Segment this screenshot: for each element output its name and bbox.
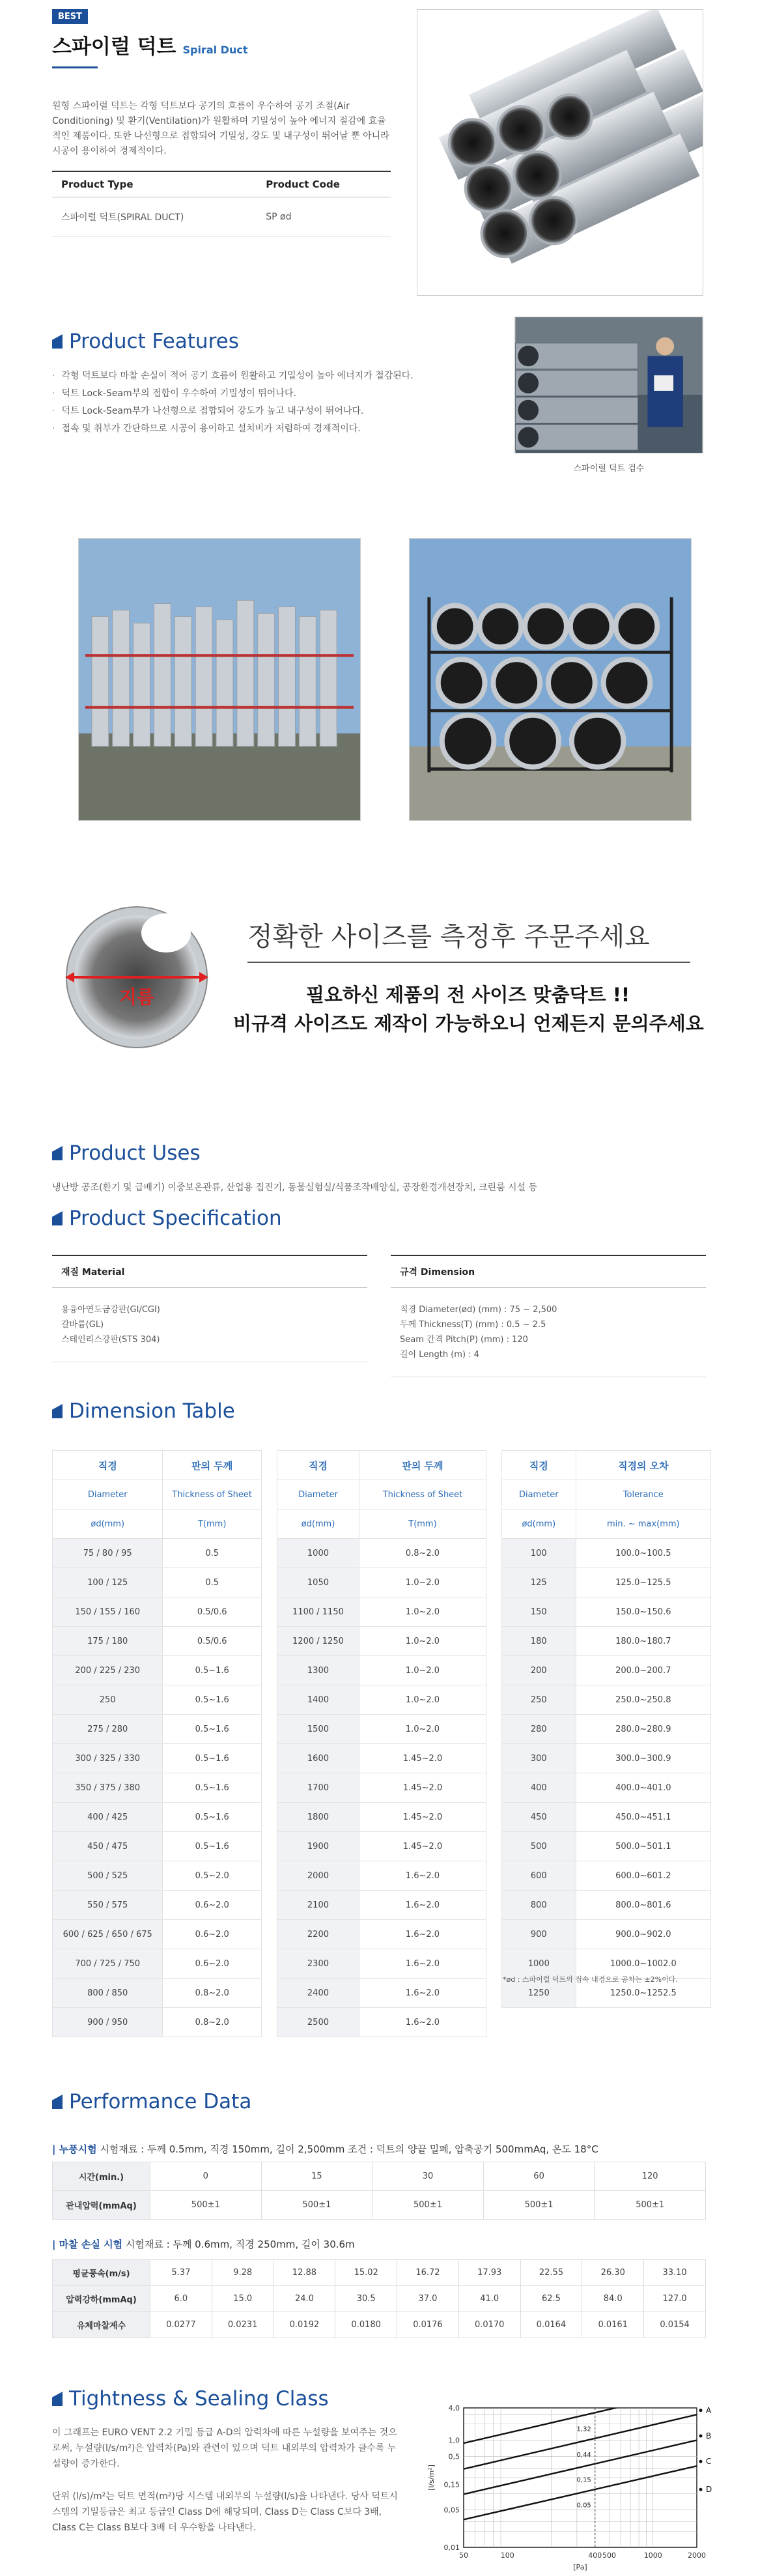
dimension-heading: Dimension Table	[52, 1399, 235, 1423]
series-label-d: D	[706, 2485, 712, 2495]
table-row: Diameter Tolerance	[502, 1480, 711, 1510]
inspection-caption: 스파이럴 덕트 검수	[573, 464, 645, 474]
y-tick-label: 0,15	[443, 2480, 460, 2489]
title-english: Spiral Duct	[182, 44, 248, 56]
table-row: 300 300.0~300.9	[502, 1744, 711, 1773]
dimension-column: 규격 Dimension 직경 Diameter(ød) (mm) : 75 ~ 2,500 두께 Thickness(T) (mm) : 0.5 ~ 2.5 Seam 간격 Pitch(P) (mm) : 120 길이 Length (m) : 4	[391, 1255, 706, 1377]
table-row: 1250 1250.0~1252.5	[502, 1979, 711, 2008]
table-row: 1800 1.45~2.0	[277, 1803, 486, 1832]
table-row: 직경 판의 두께	[277, 1451, 486, 1480]
table-row: 700 / 725 / 750 0.6~2.0	[53, 1949, 262, 1979]
table-row: 800 / 850 0.8~2.0	[53, 1979, 262, 2008]
table-row: 관내압력(mmAq) 500±1 500±1 500±1 500±1 500±1	[53, 2191, 706, 2220]
table-row: 300 / 325 / 330 0.5~1.6	[53, 1744, 262, 1773]
table-row: 75 / 80 / 95 0.5	[53, 1539, 262, 1568]
series-end-dot	[699, 2435, 703, 2438]
pencil-icon	[52, 1211, 63, 1225]
title-underline	[52, 66, 98, 68]
warehouse-photo	[78, 538, 361, 821]
x-axis-label: [Pa]	[573, 2563, 587, 2571]
table-row: 1050 1.0~2.0	[277, 1568, 486, 1597]
table-row: 200 / 225 / 230 0.5~1.6	[53, 1656, 262, 1685]
table-row: 1700 1.45~2.0	[277, 1773, 486, 1803]
performance-heading: Performance Data	[52, 2090, 251, 2113]
table-row: 125 125.0~125.5	[502, 1568, 711, 1597]
y-axis-label: [l/s/m²]	[427, 2465, 436, 2491]
material-column: 재질 Material 용융아연도금강판(GI/CGI) 갈바륨(GL) 스테인리스강판(STS 304)	[52, 1255, 367, 1362]
y-tick-label: 0,5	[448, 2452, 460, 2461]
table-row: 600 600.0~601.2	[502, 1861, 711, 1891]
x-tick-label: 100	[500, 2551, 514, 2560]
list-item: · 덕트 Lock-Seam부의 접합이 우수하여 기밀성이 뛰어나다.	[52, 385, 414, 403]
table-row: 180 180.0~180.7	[502, 1627, 711, 1656]
leak-test-table	[52, 2162, 706, 2220]
table-row: 시간(min.) 0 15 30 60 120	[53, 2162, 706, 2191]
list-item: · 각형 덕트보다 마찰 손실이 적어 공기 흐름이 원활하고 기밀성이 높아 에너지가 절감된다.	[52, 367, 414, 385]
table-row: 직경 판의 두께	[53, 1451, 262, 1480]
table-row: 250 250.0~250.8	[502, 1685, 711, 1715]
list-item: · 덕트 Lock-Seam부가 나선형으로 접합되어 강도가 높고 내구성이 뛰어나다.	[52, 403, 414, 420]
annotation-label: 0,44	[576, 2451, 591, 2459]
table-row: 1900 1.45~2.0	[277, 1832, 486, 1861]
y-tick-label: 0,05	[443, 2506, 460, 2515]
measure-divider	[247, 962, 690, 963]
inspection-photo	[514, 317, 703, 453]
measure-line-1: 필요하신 제품의 전 사이즈 맞춤닥트 !!	[306, 984, 630, 1006]
table-row: 2000 1.6~2.0	[277, 1861, 486, 1891]
friction-test-table	[52, 2259, 706, 2338]
table-row: 1500 1.0~2.0	[277, 1715, 486, 1744]
table-row: 1300 1.0~2.0	[277, 1656, 486, 1685]
table-row: Diameter Thickness of Sheet	[53, 1480, 262, 1510]
table-row: 1000 0.8~2.0	[277, 1539, 486, 1568]
dimension-table-2	[277, 1450, 486, 2037]
table-row: 2300 1.6~2.0	[277, 1949, 486, 1979]
table-row: 2400 1.6~2.0	[277, 1979, 486, 2008]
table-row: 280 280.0~280.9	[502, 1715, 711, 1744]
features-heading: Product Features	[52, 330, 239, 353]
table-row: ød(mm) min. ~ max(mm)	[502, 1510, 711, 1539]
table-row: 500 / 525 0.5~2.0	[53, 1861, 262, 1891]
tightness-heading: Tightness & Sealing Class	[52, 2387, 329, 2411]
table-row: 500 500.0~501.1	[502, 1832, 711, 1861]
table-row: 600 / 625 / 650 / 675 0.6~2.0	[53, 1920, 262, 1949]
y-tick-label: 0,01	[443, 2543, 460, 2552]
spec-heading: Product Specification	[52, 1207, 282, 1230]
table-row: 150 / 155 / 160 0.5/0.6	[53, 1597, 262, 1627]
list-item: · 접속 및 취부가 간단하므로 시공이 용이하고 설치비가 저렴하여 경제적이다.	[52, 420, 414, 438]
tightness-paragraph-1: 이 그래프는 EURO VENT 2.2 기밀 등급 A-D의 압력차에 따른 누설량을 보여주는 것으로써, 누설량(l/s/m²)은 압력차(Pa)와 관련이 있으며 덕트 내외부의 압력차가 클수록 누설량이 증가한다.	[52, 2427, 397, 2469]
pencil-icon	[52, 2095, 63, 2109]
table-row: 2100 1.6~2.0	[277, 1891, 486, 1920]
table-row: 1100 / 1150 1.0~2.0	[277, 1597, 486, 1627]
title-korean: 스파이럴 덕트	[52, 35, 176, 59]
table-row: 900 / 950 0.8~2.0	[53, 2008, 262, 2037]
measure-line-2: 비규격 사이즈도 제작이 가능하오니 언제든지 문의주세요	[233, 1012, 704, 1035]
spec-block	[52, 1255, 706, 1372]
table-row: 250 0.5~1.6	[53, 1685, 262, 1715]
uses-heading: Product Uses	[52, 1141, 201, 1165]
table-row: 450 / 475 0.5~1.6	[53, 1832, 262, 1861]
series-end-dot	[699, 2488, 703, 2491]
table-row: 275 / 280 0.5~1.6	[53, 1715, 262, 1744]
table-row: 1000 1000.0~1002.0	[502, 1949, 711, 1979]
table-row: 1600 1.45~2.0	[277, 1744, 486, 1773]
product-type-value: 스파이럴 덕트(SPIRAL DUCT)	[52, 197, 257, 237]
intro-text: 원형 스파이럴 덕트는 각형 덕트보다 공기의 흐름이 우수하여 공기 조절(Air Conditioning) 및 환기(Ventilation)가 원활하며 기밀성이 높아 에너지 절감에 효율적인 제품이다. 또한 나선형으로 접합되어 기밀성, 강도 및 내구성이 뛰어날 뿐 아니라 시공이 용이하여 경제적이다.	[52, 101, 389, 156]
table-row: 2200 1.6~2.0	[277, 1920, 486, 1949]
rack-photo	[409, 538, 692, 821]
best-badge: BEST	[52, 9, 88, 24]
product-code-table	[52, 171, 391, 237]
table-row: 1200 / 1250 1.0~2.0	[277, 1627, 486, 1656]
table-row: Diameter Thickness of Sheet	[277, 1480, 486, 1510]
dimension-table-3	[501, 1450, 711, 2008]
product-code-value: SP ød	[257, 197, 391, 237]
x-tick-label: 2000	[688, 2551, 706, 2560]
table-row: 400 400.0~401.0	[502, 1773, 711, 1803]
table-row: 100 / 125 0.5	[53, 1568, 262, 1597]
page-title	[52, 30, 247, 59]
series-label-c: C	[706, 2457, 712, 2467]
series-label-b: B	[706, 2431, 712, 2441]
x-tick-label: 400	[588, 2551, 602, 2560]
table-row: 150 150.0~150.6	[502, 1597, 711, 1627]
pencil-icon	[52, 1146, 63, 1160]
table-row: ød(mm) T(mm)	[277, 1510, 486, 1539]
annotation-label: 1,32	[576, 2426, 591, 2433]
x-tick-label: 1000	[643, 2551, 662, 2560]
table-row: ød(mm) T(mm)	[53, 1510, 262, 1539]
series-end-dot	[699, 2409, 703, 2412]
col-product-type: Product Type	[52, 171, 257, 197]
col-product-code: Product Code	[257, 171, 391, 197]
diameter-diagram	[59, 906, 215, 1049]
measure-title: 정확한 사이즈를 측정후 주문주세요	[247, 922, 650, 952]
table-row: 평균풍속(m/s) 5.37 9.28 12.88 15.02 16.72 17.93 22.55 26.30 33.10	[53, 2260, 706, 2286]
table-row: 압력강하(mmAq) 6.0 15.0 24.0 30.5 37.0 41.0 62.5 84.0 127.0	[53, 2286, 706, 2312]
uses-text: 냉난방 공조(환기 및 급배기) 이중보온관류, 산업용 집진기, 동물실험실/식품조작배양실, 공장환경개선장치, 크린룸 시설 등	[52, 1182, 538, 1193]
diameter-label: 지름	[119, 986, 155, 1008]
table-row: 900 900.0~902.0	[502, 1920, 711, 1949]
features-list	[52, 367, 414, 438]
series-end-dot	[699, 2460, 703, 2463]
y-tick-label: 4,0	[448, 2404, 460, 2412]
friction-test-caption: | 마찰 손실 시험 시험재료 : 두께 0.6mm, 직경 250mm, 길이 30.6m	[52, 2239, 355, 2250]
tightness-paragraph-2: 단위 (l/s)/m²는 덕트 면적(m²)당 시스템 내외부의 누설량(l/s)을 나타낸다. 당사 덕트시스템의 기밀등급은 최고 등급인 Class D에 해당되며, Class D는 Class C보다 3배, Class C는 Class B보다 3배 더 우수함을 나타낸다.	[52, 2491, 398, 2533]
table-row: 450 450.0~451.1	[502, 1803, 711, 1832]
hero-duct-image	[417, 9, 703, 296]
table-row: 175 / 180 0.5/0.6	[53, 1627, 262, 1656]
table-row: 400 / 425 0.5~1.6	[53, 1803, 262, 1832]
pencil-icon	[52, 2392, 63, 2406]
x-tick-label: 50	[459, 2551, 468, 2560]
table-row: 유체마찰계수 0.0277 0.0231 0.0192 0.0180 0.0176 0.0170 0.0164 0.0161 0.0154	[53, 2312, 706, 2338]
dimension-table-1	[52, 1450, 262, 2037]
annotation-label: 0,05	[576, 2502, 591, 2510]
pencil-icon	[52, 334, 63, 349]
leakage-chart	[423, 2397, 723, 2575]
pencil-icon	[52, 1404, 63, 1418]
table-row: 200 200.0~200.7	[502, 1656, 711, 1685]
table-row: 2500 1.6~2.0	[277, 2008, 486, 2037]
y-tick-label: 1,0	[448, 2436, 460, 2445]
leak-test-caption: | 누풍시험 시험재료 : 두께 0.5mm, 직경 150mm, 길이 2,500mm 조건 : 덕트의 양끝 밀폐, 압축공기 500mmAq, 온도 18°C	[52, 2143, 598, 2155]
table-row: 직경 직경의 오차	[502, 1451, 711, 1480]
tolerance-note: *ød : 스파이럴 덕트의 접속 내경으로 공차는 ±2%이다.	[503, 1975, 678, 1984]
table-row: 800 800.0~801.6	[502, 1891, 711, 1920]
table-row: 100 100.0~100.5	[502, 1539, 711, 1568]
table-row: 550 / 575 0.6~2.0	[53, 1891, 262, 1920]
annotation-label: 0,15	[576, 2476, 591, 2484]
table-row: 1400 1.0~2.0	[277, 1685, 486, 1715]
table-row: 350 / 375 / 380 0.5~1.6	[53, 1773, 262, 1803]
x-tick-label: 500	[602, 2551, 616, 2560]
series-label-a: A	[706, 2405, 712, 2415]
